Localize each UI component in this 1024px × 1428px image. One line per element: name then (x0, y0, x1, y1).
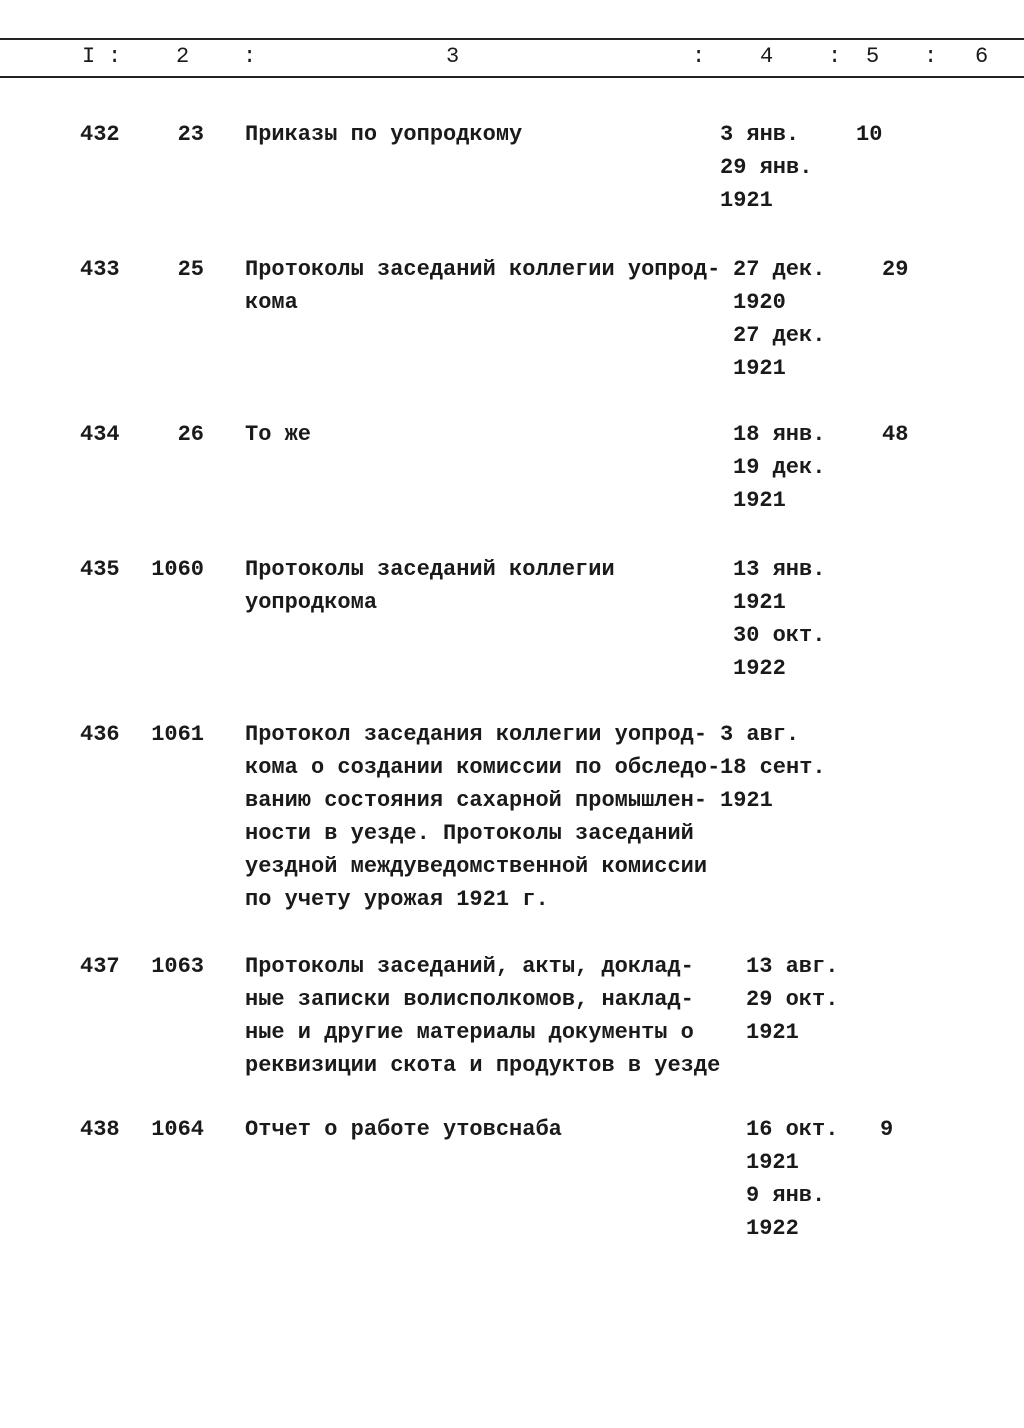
record-dates (746, 1113, 838, 1245)
date-line: 18 янв. (733, 422, 826, 447)
date-line: 30 окт. (733, 623, 826, 648)
record-title (245, 253, 720, 319)
date-line: 13 авг. (746, 954, 839, 979)
record-number: 437 (80, 954, 120, 979)
record-title (245, 950, 720, 1082)
date-line: 9 янв. (746, 1183, 826, 1208)
date-line: 1922 (746, 1216, 799, 1241)
record-title (245, 118, 522, 151)
date-line: 1921 (746, 1020, 799, 1045)
record-dates (746, 950, 838, 1049)
file-number: 25 (177, 257, 204, 282)
record-dates (720, 718, 826, 817)
title-line: ные и другие материалы документы о (245, 1020, 694, 1045)
title-line: Приказы по уопродкому (245, 122, 523, 147)
record-title (245, 418, 311, 451)
date-line: 1921 (733, 488, 786, 513)
title-line: уопродкома (245, 590, 378, 615)
title-line: уездной междуведомственной комиссии (245, 854, 708, 879)
col-header-3: 3 (446, 44, 460, 69)
file-number: 1061 (151, 722, 204, 747)
title-line: Протокол заседания коллегии уопрод- (245, 722, 708, 747)
date-line: 1921 (720, 788, 773, 813)
file-number: 1063 (151, 954, 204, 979)
col-sep: : (924, 44, 938, 69)
date-line: 18 сент. (720, 755, 826, 780)
date-line: 1922 (733, 656, 786, 681)
title-line: Отчет о работе утовснаба (245, 1117, 562, 1142)
col-header-4: 4 (760, 44, 774, 69)
record-number: 438 (80, 1117, 120, 1142)
sheet-count: 29 (882, 257, 909, 282)
date-line: 3 янв. (720, 122, 800, 147)
col-sep: : (828, 44, 842, 69)
title-line: Протоколы заседаний коллегии (245, 557, 615, 582)
title-line: кома (245, 290, 298, 315)
record-number: 435 (80, 557, 120, 582)
date-line: 13 янв. (733, 557, 826, 582)
title-line: реквизиции скота и продуктов в уезде (245, 1053, 721, 1078)
title-line: Протоколы заседаний коллегии уопрод- (245, 257, 721, 282)
title-line: То же (245, 422, 312, 447)
title-line: ности в уезде. Протоколы заседаний (245, 821, 694, 846)
date-line: 3 авг. (720, 722, 800, 747)
record-dates (733, 418, 825, 517)
record-number: 433 (80, 257, 120, 282)
record-number: 436 (80, 722, 120, 747)
header-top-rule (0, 38, 1024, 40)
record-number: 432 (80, 122, 120, 147)
date-line: 27 дек. (733, 257, 826, 282)
date-line: 16 окт. (746, 1117, 839, 1142)
record-dates (733, 553, 825, 685)
date-line: 19 дек. (733, 455, 826, 480)
record-title (245, 718, 720, 916)
title-line: кома о создании комиссии по обследо- (245, 755, 721, 780)
sheet-count: 10 (856, 122, 883, 147)
record-dates (733, 253, 825, 385)
date-line: 29 окт. (746, 987, 839, 1012)
date-line: 1921 (733, 590, 786, 615)
col-sep: : (692, 44, 706, 69)
col-header-1: I (82, 44, 96, 69)
file-number: 1060 (151, 557, 204, 582)
sheet-count: 9 (880, 1117, 894, 1142)
record-number: 434 (80, 422, 120, 447)
header-bottom-rule (0, 76, 1024, 78)
title-line: по учету урожая 1921 г. (245, 887, 549, 912)
record-title (245, 1113, 562, 1146)
date-line: 29 янв. (720, 155, 813, 180)
file-number: 23 (177, 122, 204, 147)
col-header-2: 2 (176, 44, 190, 69)
sheet-count: 48 (882, 422, 909, 447)
record-dates (720, 118, 812, 217)
date-line: 1921 (720, 188, 773, 213)
date-line: 1920 (733, 290, 786, 315)
col-header-5: 5 (866, 44, 880, 69)
date-line: 27 дек. (733, 323, 826, 348)
col-sep: : (108, 44, 122, 69)
title-line: ные записки волисполкомов, наклад- (245, 987, 694, 1012)
title-line: Протоколы заседаний, акты, доклад- (245, 954, 694, 979)
date-line: 1921 (733, 356, 786, 381)
file-number: 26 (177, 422, 204, 447)
col-sep: : (243, 44, 257, 69)
date-line: 1921 (746, 1150, 799, 1175)
record-title (245, 553, 615, 619)
file-number: 1064 (151, 1117, 204, 1142)
col-header-6: 6 (975, 44, 989, 69)
title-line: ванию состояния сахарной промышлен- (245, 788, 708, 813)
